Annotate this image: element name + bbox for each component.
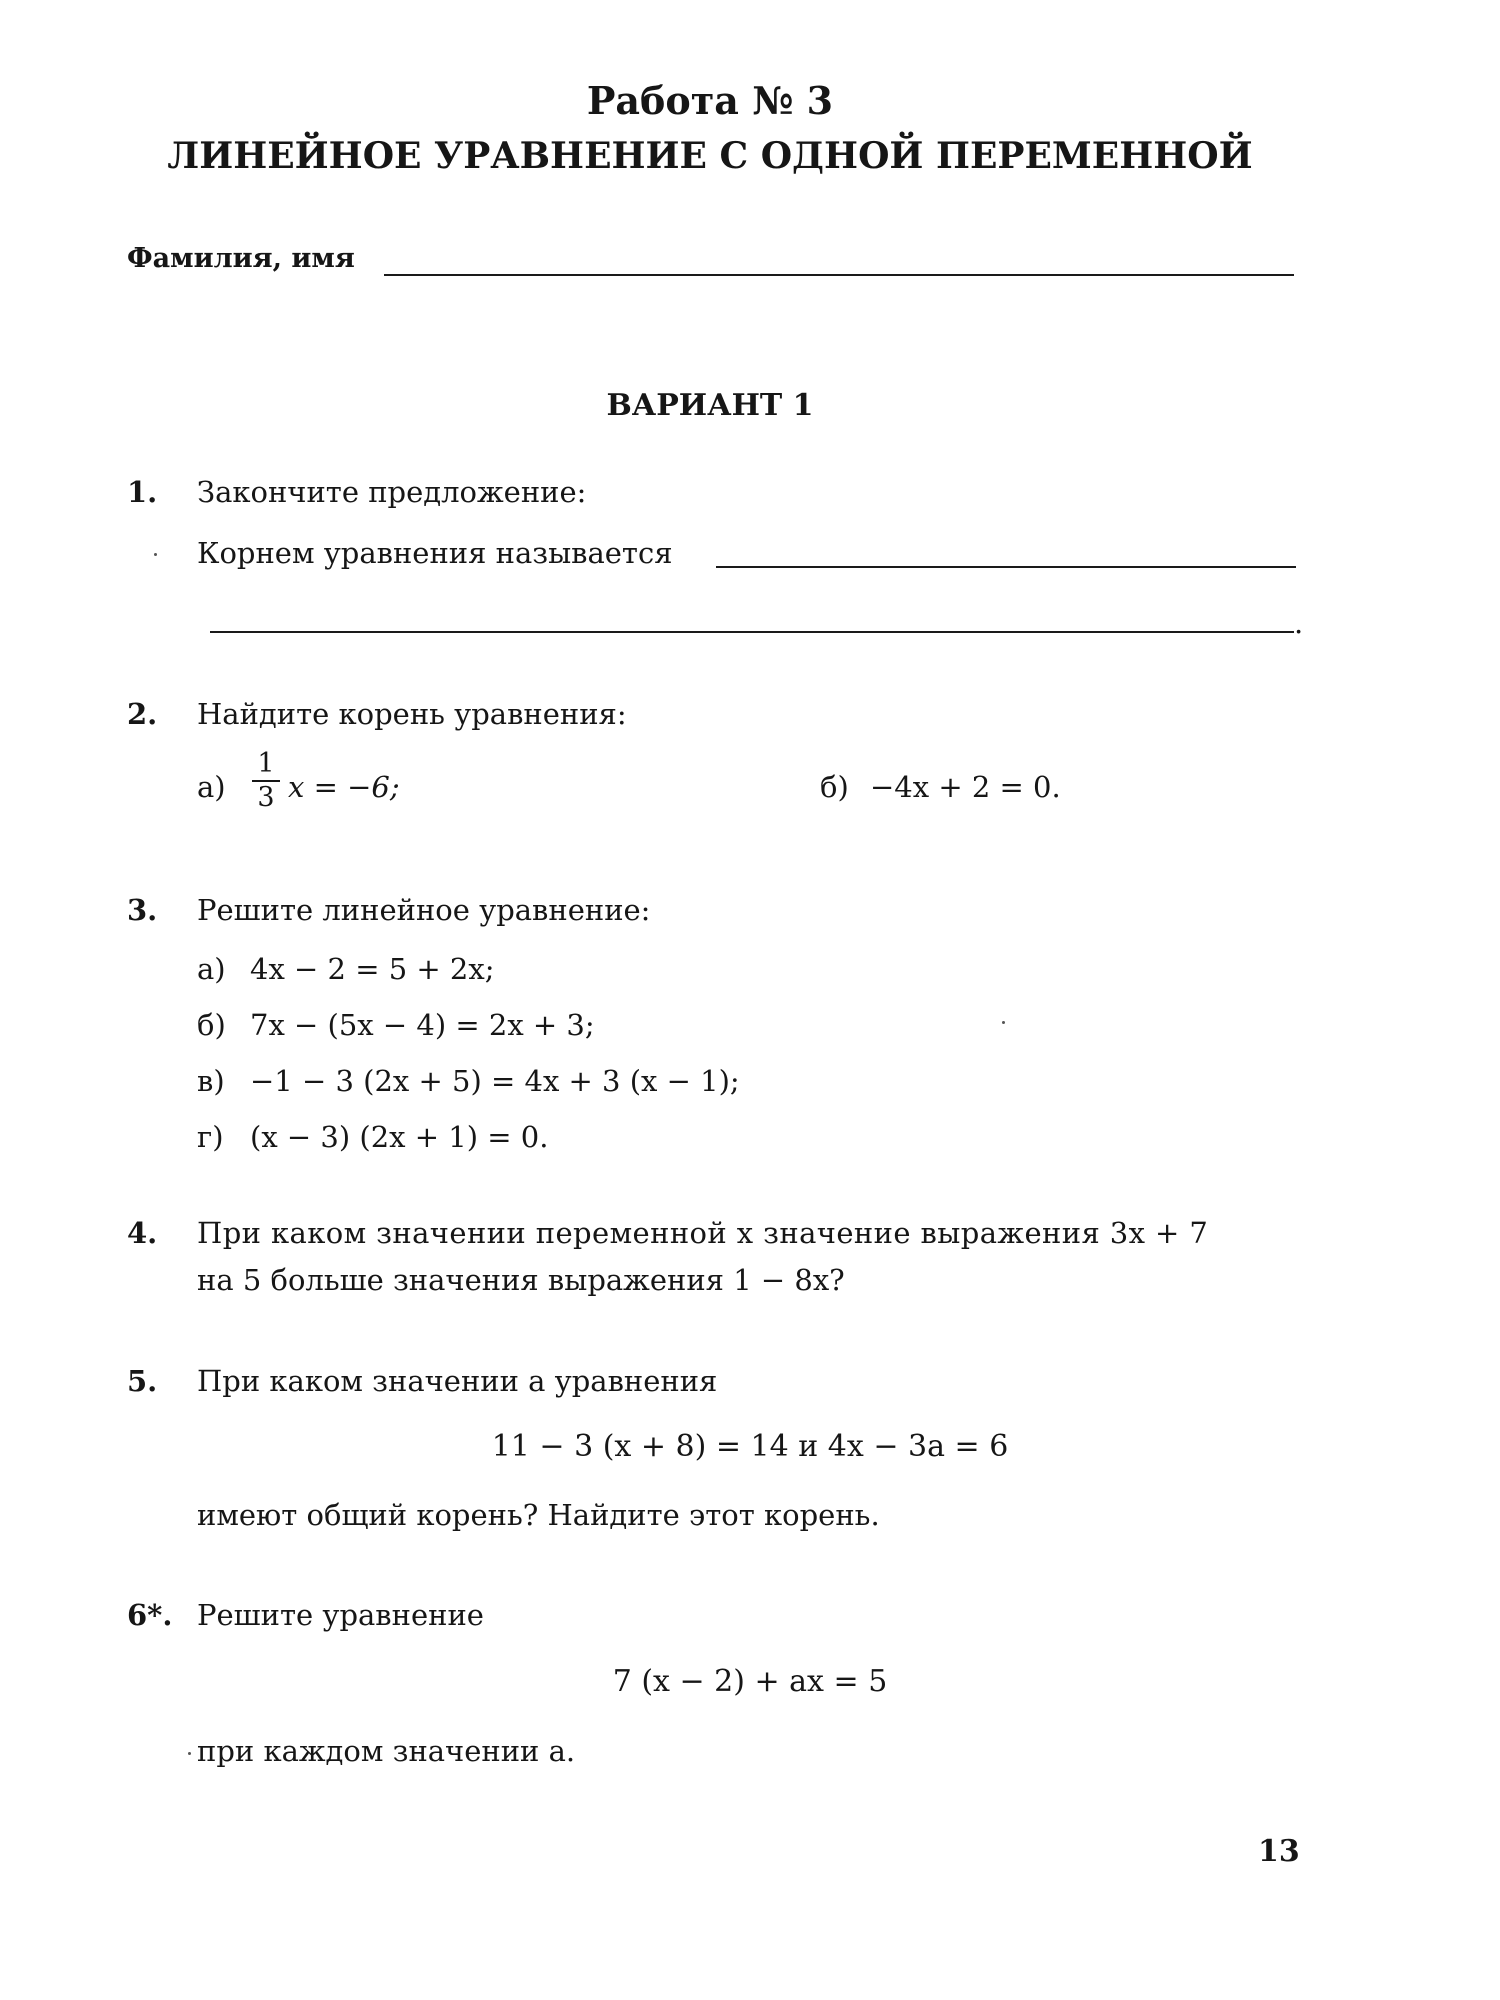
task-2a-equation: x = −6; [288, 770, 400, 804]
task-1-text: Закончите предложение: [197, 475, 587, 509]
task-3b-label: б) [197, 1008, 226, 1042]
page-number: 13 [1258, 1834, 1300, 1869]
name-label: Фамилия, имя [127, 243, 355, 274]
answer-line-1[interactable] [716, 566, 1296, 568]
task-2-number: 2. [127, 697, 158, 731]
task-3b-equation: 7x − (5x − 4) = 2x + 3; [250, 1008, 595, 1042]
scan-speck [1002, 1021, 1005, 1024]
task-2-text: Найдите корень уравнения: [197, 697, 627, 731]
name-input-line[interactable] [384, 274, 1294, 276]
task-6-text: Решите уравнение [197, 1598, 484, 1632]
task-5-question: имеют общий корень? Найдите этот корень. [197, 1498, 880, 1532]
topic-title: ЛИНЕЙНОЕ УРАВНЕНИЕ С ОДНОЙ ПЕРЕМЕННОЙ [167, 135, 1253, 177]
task-2a-label: а) [197, 770, 226, 804]
variant-heading: ВАРИАНТ 1 [606, 388, 814, 423]
task-4-number: 4. [127, 1216, 158, 1250]
task-2a-fraction [252, 750, 280, 811]
answer-end-dot: . [1294, 606, 1304, 640]
task-3c-equation: −1 − 3 (2x + 5) = 4x + 3 (x − 1); [250, 1064, 740, 1098]
fraction-denominator: 3 [257, 782, 275, 813]
task-3a-label: а) [197, 952, 226, 986]
task-2b-label: б) [820, 770, 849, 804]
work-title: Работа № 3 [586, 78, 834, 123]
task-3d-label: г) [197, 1120, 224, 1154]
task-1-prompt: Корнем уравнения называется [197, 536, 673, 570]
task-3a-equation: 4x − 2 = 5 + 2x; [250, 952, 495, 986]
task-5-text: При каком значении a уравнения [197, 1364, 718, 1398]
task-6-number: 6*. [127, 1598, 173, 1632]
scan-speck [154, 553, 157, 556]
task-6-condition: при каждом значении a. [197, 1734, 576, 1768]
task-5-number: 5. [127, 1364, 158, 1398]
task-4-line-1: При каком значении переменной x значение выражения 3x + 7 [197, 1216, 1209, 1250]
scan-speck [188, 1752, 191, 1755]
task-3-number: 3. [127, 893, 158, 927]
task-3-text: Решите линейное уравнение: [197, 893, 651, 927]
answer-line-2[interactable] [210, 631, 1294, 633]
task-1-number: 1. [127, 475, 158, 509]
fraction-numerator: 1 [257, 748, 275, 779]
task-3c-label: в) [197, 1064, 225, 1098]
task-4-line-2: на 5 больше значения выражения 1 − 8x? [197, 1263, 845, 1297]
task-3d-equation: (x − 3) (2x + 1) = 0. [250, 1120, 549, 1154]
task-5-equation: 11 − 3 (x + 8) = 14 и 4x − 3a = 6 [491, 1429, 1009, 1464]
task-2b-equation: −4x + 2 = 0. [870, 770, 1061, 804]
task-6-equation: 7 (x − 2) + ax = 5 [612, 1664, 888, 1699]
